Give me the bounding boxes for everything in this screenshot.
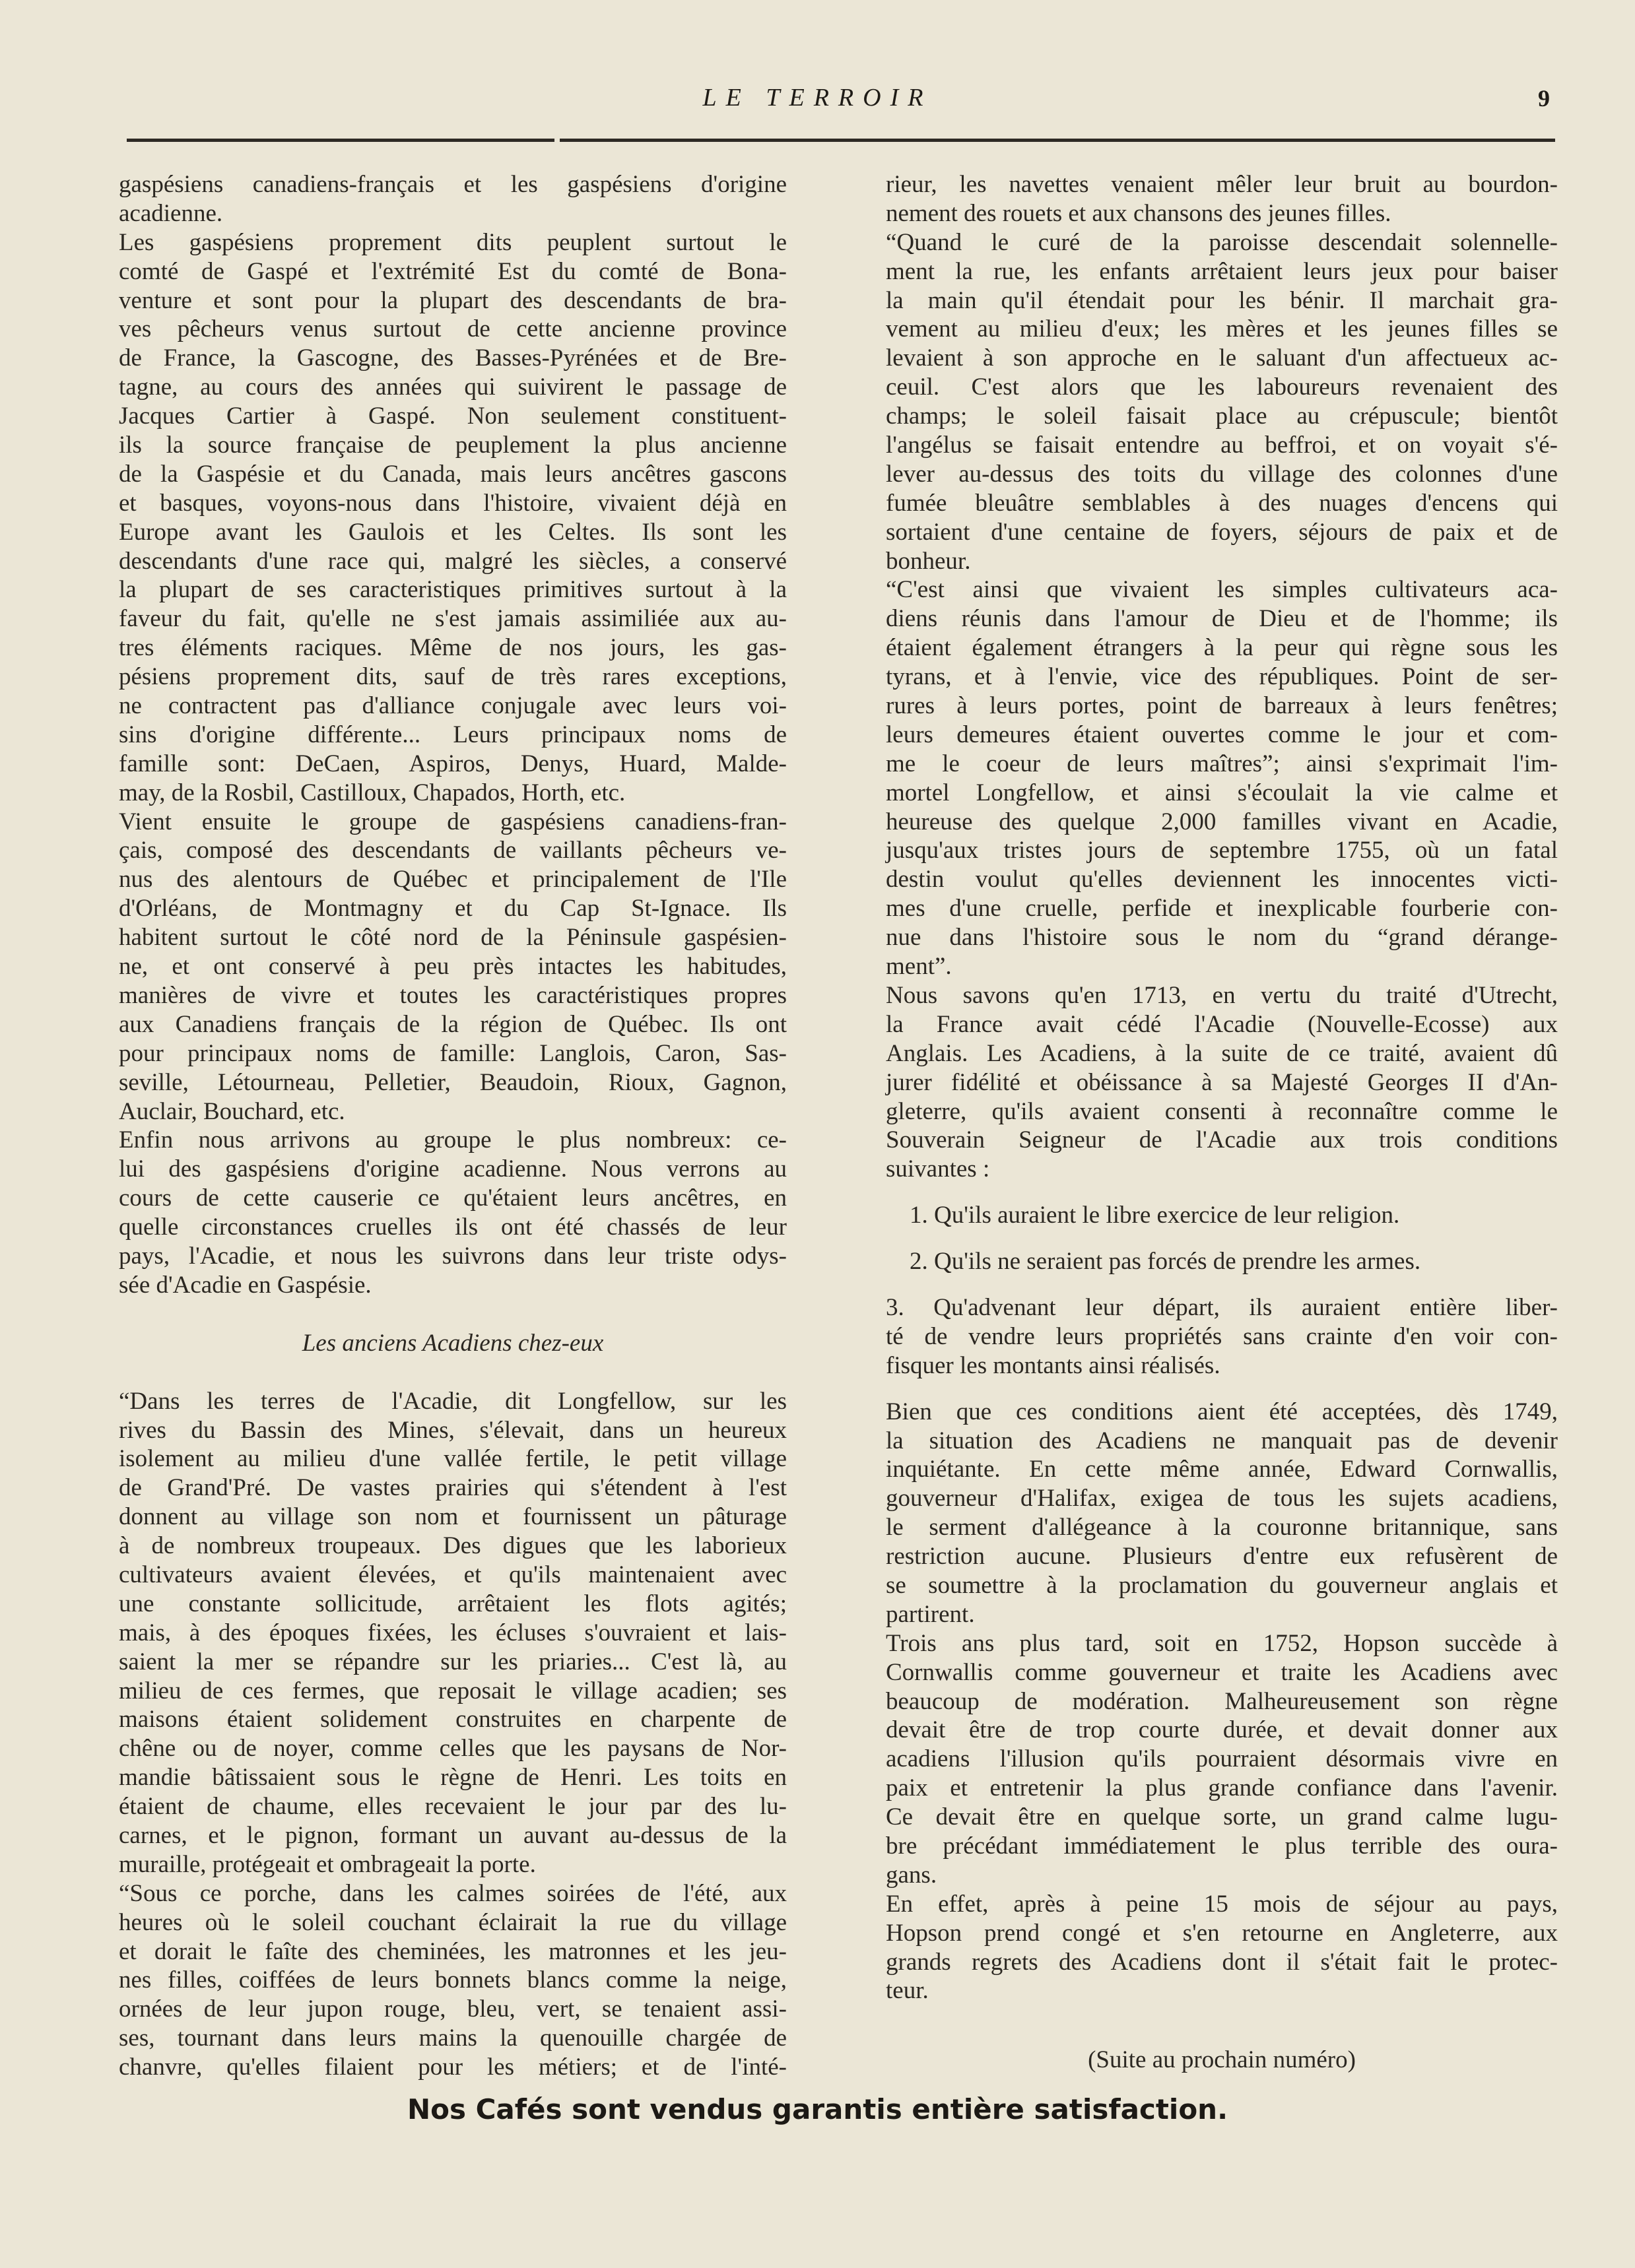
- text-line: à de nombreux troupeaux. Des digues que les laborieux: [119, 1532, 787, 1560]
- text-line: cours de cette causerie ce qu'étaient leurs ancêtres, en: [119, 1184, 787, 1212]
- text-line: ornées de leur jupon rouge, bleu, vert, se tenaient assi-: [119, 1995, 787, 2023]
- text-line: et dorait le faîte des cheminées, les matronnes et les jeu-: [119, 1937, 787, 1965]
- text-line: acadienne.: [119, 199, 223, 227]
- text-line: le serment d'allégeance à la couronne britannique, sans: [886, 1514, 1558, 1541]
- text-line: bre précédant immédiatement le plus terrible des oura-: [886, 1832, 1558, 1860]
- text-line: çais, composé des descendants de vaillants pêcheurs ve-: [119, 837, 787, 864]
- text-line: muraille, protégeait et ombrageait la porte.: [119, 1850, 536, 1878]
- text-line: gaspésiens canadiens-français et les gaspésiens d'origine: [119, 171, 787, 198]
- text-line: saient la mer se répandre sur les priaries... C'est là, au: [119, 1648, 787, 1675]
- text-line: ment la rue, les enfants arrêtaient leurs jeux pour baiser: [886, 257, 1558, 285]
- text-line: chanvre, qu'elles filaient pour les métiers; et de l'inté-: [119, 2054, 787, 2081]
- text-line: carnes, et le pignon, formant un auvant au-dessus de la: [119, 1821, 787, 1849]
- text-line: de France, la Gascogne, des Basses-Pyrénées et de Bre-: [119, 344, 787, 372]
- section-spacer: [886, 1276, 1558, 1293]
- text-line: “Quand le curé de la paroisse descendait solennelle-: [886, 228, 1558, 256]
- text-line: Auclair, Bouchard, etc.: [119, 1097, 345, 1125]
- text-line: lever au-dessus des toits du village des colonnes d'une: [886, 460, 1558, 488]
- text-line: teur.: [886, 1977, 929, 2005]
- text-line: vement au milieu d'eux; les mères et les jeunes filles se: [886, 315, 1558, 343]
- text-line: pésiens proprement dits, sauf de très rares exceptions,: [119, 663, 787, 691]
- numbered-condition: 1. Qu'ils auraient le libre exercice de leur religion.: [910, 1202, 1400, 1229]
- text-line: maisons étaient solidement construites en charpente de: [119, 1706, 787, 1733]
- text-line: famille sont: DeCaen, Aspiros, Denys, Huard, Malde-: [119, 750, 787, 777]
- text-line: levaient à son approche en le saluant d'un affectueux ac-: [886, 344, 1558, 372]
- text-line: ne, et ont conservé à peu près intactes les habitudes,: [119, 953, 787, 981]
- text-line: chêne ou de noyer, comme celles que les paysans de Nor-: [119, 1735, 787, 1763]
- text-line: sortaient d'une centaine de foyers, séjours de paix et de: [886, 518, 1558, 546]
- section-subheading: Les anciens Acadiens chez-eux: [302, 1329, 604, 1357]
- text-line: ils la source française de peuplement la plus ancienne: [119, 432, 787, 459]
- text-line: me le coeur de leurs maîtres”; ainsi s'exprimait l'im-: [886, 750, 1558, 777]
- numbered-condition: 2. Qu'ils ne seraient pas forcés de prendre les armes.: [910, 1248, 1421, 1276]
- text-line: l'angélus se faisait entendre au beffroi, et on voyait s'é-: [886, 432, 1558, 459]
- text-line: Enfin nous arrivons au groupe le plus nombreux: ce-: [119, 1126, 787, 1154]
- text-line: leurs demeures étaient ouvertes comme le jour et com-: [886, 721, 1558, 748]
- section-spacer: [886, 1380, 1558, 1398]
- text-line: Bien que ces conditions aient été acceptées, dès 1749,: [886, 1398, 1558, 1425]
- text-line: paix et entretenir la plus grande confiance dans l'avenir.: [886, 1774, 1558, 1802]
- advertisement-banner: Nos Cafés sont vendus garantis entière satisfaction.: [407, 2093, 1228, 2125]
- text-line: diens réunis dans l'amour de Dieu et de l'homme; ils: [886, 605, 1558, 633]
- text-line: cultivateurs avaient élevées, et qu'ils maintenaient avec: [119, 1561, 787, 1588]
- page-number: 9: [1538, 85, 1550, 112]
- text-line: “C'est ainsi que vivaient les simples cultivateurs aca-: [886, 576, 1558, 604]
- section-spacer: [119, 1358, 787, 1387]
- text-line: grands regrets des Acadiens dont il s'était fait le protec-: [886, 1948, 1558, 1976]
- text-line: et basques, voyons-nous dans l'histoire, vivaient déjà en: [119, 489, 787, 517]
- text-line: manières de vivre et toutes les caractéristiques propres: [119, 981, 787, 1009]
- text-line: Ce devait être en quelque sorte, un grand calme lugu-: [886, 1803, 1558, 1831]
- text-line: se soumettre à la proclamation du gouverneur anglais et: [886, 1571, 1558, 1599]
- text-line: fisquer les montants ainsi réalisés.: [886, 1351, 1220, 1379]
- text-line: gleterre, qu'ils avaient consenti à reconnaître comme le: [886, 1097, 1558, 1125]
- text-line: partirent.: [886, 1600, 975, 1628]
- section-spacer: [886, 1230, 1558, 1247]
- text-line: heures où le soleil couchant éclairait la rue du village: [119, 1908, 787, 1936]
- text-line: mes d'une cruelle, perfide et inexplicable fourberie con-: [886, 895, 1558, 923]
- text-line: jurer fidélité et obéissance à sa Majesté Georges II d'An-: [886, 1068, 1558, 1096]
- text-line: lui des gaspésiens d'origine acadienne. Nous verrons au: [119, 1155, 787, 1183]
- text-line: Les gaspésiens proprement dits peuplent surtout le: [119, 228, 787, 256]
- text-line: destin voulut qu'elles deviennent les innocentes victi-: [886, 866, 1558, 893]
- left-text-column: [119, 170, 787, 2082]
- text-line: ne contractent pas d'alliance conjugale avec leurs voi-: [119, 692, 787, 720]
- text-line: étaient de chaume, elles recevaient le jour par des lu-: [119, 1793, 787, 1821]
- text-line: gans.: [886, 1861, 937, 1889]
- text-line: nement des rouets et aux chansons des jeunes filles.: [886, 199, 1391, 227]
- text-line: ment”.: [886, 953, 952, 981]
- text-line: quelle circonstances cruelles ils ont été chassés de leur: [119, 1214, 787, 1241]
- text-line: gouverneur d'Halifax, exigea de tous les sujets acadiens,: [886, 1485, 1558, 1512]
- text-line: may, de la Rosbil, Castilloux, Chapados, Horth, etc.: [119, 779, 626, 806]
- header-rule-left: [127, 139, 554, 142]
- text-line: seville, Létourneau, Pelletier, Beaudoin, Rioux, Gagnon,: [119, 1068, 787, 1096]
- text-line: habitent surtout le côté nord de la Péninsule gaspésien-: [119, 924, 787, 952]
- text-line: d'Orléans, de Montmagny et du Cap St-Ignace. Ils: [119, 895, 787, 923]
- text-line: milieu de ces fermes, que reposait le village acadien; ses: [119, 1677, 787, 1704]
- text-line: la plupart de ses caracteristiques primitives surtout à la: [119, 576, 787, 604]
- text-line: nus des alentours de Québec et principalement de l'Ile: [119, 866, 787, 893]
- text-line: nes filles, coiffées de leurs bonnets blancs comme la neige,: [119, 1966, 787, 1994]
- text-line: inquiétante. En cette même année, Edward Cornwallis,: [886, 1456, 1558, 1483]
- text-line: bonheur.: [886, 547, 971, 575]
- text-line: rieur, les navettes venaient mêler leur bruit au bourdon-: [886, 171, 1558, 198]
- text-line: descendants d'une race qui, malgré les siècles, a conservé: [119, 547, 787, 575]
- text-line: heureuse des quelque 2,000 familles vivant en Acadie,: [886, 808, 1558, 835]
- text-line: jusqu'aux tristes jours de septembre 1755, où un fatal: [886, 837, 1558, 864]
- text-line: isolement au milieu d'une vallée fertile, le petit village: [119, 1445, 787, 1473]
- text-line: sée d'Acadie en Gaspésie.: [119, 1271, 372, 1299]
- section-spacer: [886, 1184, 1558, 1201]
- text-line: tyrans, et à l'envie, vice des républiques. Point de ser-: [886, 663, 1558, 691]
- text-line: “Dans les terres de l'Acadie, dit Longfellow, sur les: [119, 1387, 787, 1415]
- text-line: de Grand'Pré. De vastes prairies qui s'étendent à l'est: [119, 1474, 787, 1502]
- text-line: faveur du fait, qu'elle ne s'est jamais assimiliée aux au-: [119, 605, 787, 633]
- text-line: Cornwallis comme gouverneur et traite les Acadiens avec: [886, 1658, 1558, 1686]
- text-line: venture et sont pour la plupart des descendants de bra-: [119, 286, 787, 314]
- text-line: étaient également étrangers à la peur qui règne sous les: [886, 634, 1558, 662]
- text-line: pays, l'Acadie, et nous les suivrons dans leur triste odys-: [119, 1242, 787, 1270]
- text-line: nue dans l'histoire sous le nom du “grand dérange-: [886, 924, 1558, 952]
- text-line: comté de Gaspé et l'extrémité Est du comté de Bona-: [119, 257, 787, 285]
- header-rule-right: [560, 139, 1555, 142]
- text-line: rives du Bassin des Mines, s'élevait, dans un heureux: [119, 1416, 787, 1444]
- text-line: ses, tournant dans leurs mains la quenouille chargée de: [119, 2025, 787, 2052]
- text-line: rures à leurs portes, point de barreaux à leurs fenêtres;: [886, 692, 1558, 720]
- text-line: sins d'origine différente... Leurs principaux noms de: [119, 721, 787, 748]
- text-line: la France avait cédé l'Acadie (Nouvelle-Ecosse) aux: [886, 1010, 1558, 1038]
- text-line: “Sous ce porche, dans les calmes soirées de l'été, aux: [119, 1879, 787, 1907]
- text-line: ves pêcheurs venus surtout de cette ancienne province: [119, 315, 787, 343]
- text-line: mortel Longfellow, et ainsi s'écoulait la vie calme et: [886, 779, 1558, 806]
- text-line: acadiens l'illusion qu'ils pourraient désormais vivre en: [886, 1745, 1558, 1773]
- text-line: Hopson prend congé et s'en retourne en Angleterre, aux: [886, 1919, 1558, 1947]
- text-line: devait être de trop courte durée, et devait donner aux: [886, 1716, 1558, 1744]
- text-line: tres éléments raciques. Même de nos jours, les gas-: [119, 634, 787, 662]
- running-header: LE TERROIR: [702, 84, 933, 112]
- text-line: Trois ans plus tard, soit en 1752, Hopson succède à: [886, 1629, 1558, 1657]
- text-line: Nous savons qu'en 1713, en vertu du traité d'Utrecht,: [886, 981, 1558, 1009]
- text-line: Europe avant les Gaulois et les Celtes. Ils sont les: [119, 518, 787, 546]
- text-line: mais, à des époques fixées, les écluses s'ouvraient et lais-: [119, 1619, 787, 1646]
- section-spacer: [119, 1300, 787, 1329]
- right-text-column: [886, 170, 1558, 2005]
- text-line: Jacques Cartier à Gaspé. Non seulement constituent-: [119, 403, 787, 430]
- text-line: la main qu'il étendait pour les bénir. Il marchait gra-: [886, 286, 1558, 314]
- text-line: la situation des Acadiens ne manquait pas de devenir: [886, 1427, 1558, 1454]
- text-line: fumée bleuâtre semblables à des nuages d'encens qui: [886, 489, 1558, 517]
- text-line: té de vendre leurs propriétés sans crainte d'en voir con-: [886, 1322, 1558, 1350]
- continued-notice: (Suite au prochain numéro): [1088, 2046, 1356, 2073]
- text-line: ceuil. C'est alors que les laboureurs revenaient des: [886, 373, 1558, 401]
- text-line: suivantes :: [886, 1155, 990, 1183]
- text-line: une constante sollicitude, arrêtaient les flots agités;: [119, 1590, 787, 1617]
- text-line: pour principaux noms de famille: Langlois, Caron, Sas-: [119, 1039, 787, 1067]
- text-line: champs; le soleil faisait place au crépuscule; bientôt: [886, 403, 1558, 430]
- text-line: mandie bâtissaient sous le règne de Henri. Les toits en: [119, 1764, 787, 1792]
- text-line: aux Canadiens français de la région de Québec. Ils ont: [119, 1010, 787, 1038]
- text-line: Vient ensuite le groupe de gaspésiens canadiens-fran-: [119, 808, 787, 835]
- text-line: Anglais. Les Acadiens, à la suite de ce traité, avaient dû: [886, 1039, 1558, 1067]
- text-line: restriction aucune. Plusieurs d'entre eux refusèrent de: [886, 1543, 1558, 1571]
- text-line: En effet, après à peine 15 mois de séjour au pays,: [886, 1890, 1558, 1918]
- text-line: Souverain Seigneur de l'Acadie aux trois conditions: [886, 1126, 1558, 1154]
- text-line: donnent au village son nom et fournissent un pâturage: [119, 1503, 787, 1531]
- text-line: 3. Qu'advenant leur départ, ils auraient entière liber-: [886, 1293, 1558, 1321]
- text-line: de la Gaspésie et du Canada, mais leurs ancêtres gascons: [119, 460, 787, 488]
- text-line: tagne, au cours des années qui suivirent le passage de: [119, 373, 787, 401]
- text-line: beaucoup de modération. Malheureusement son règne: [886, 1687, 1558, 1715]
